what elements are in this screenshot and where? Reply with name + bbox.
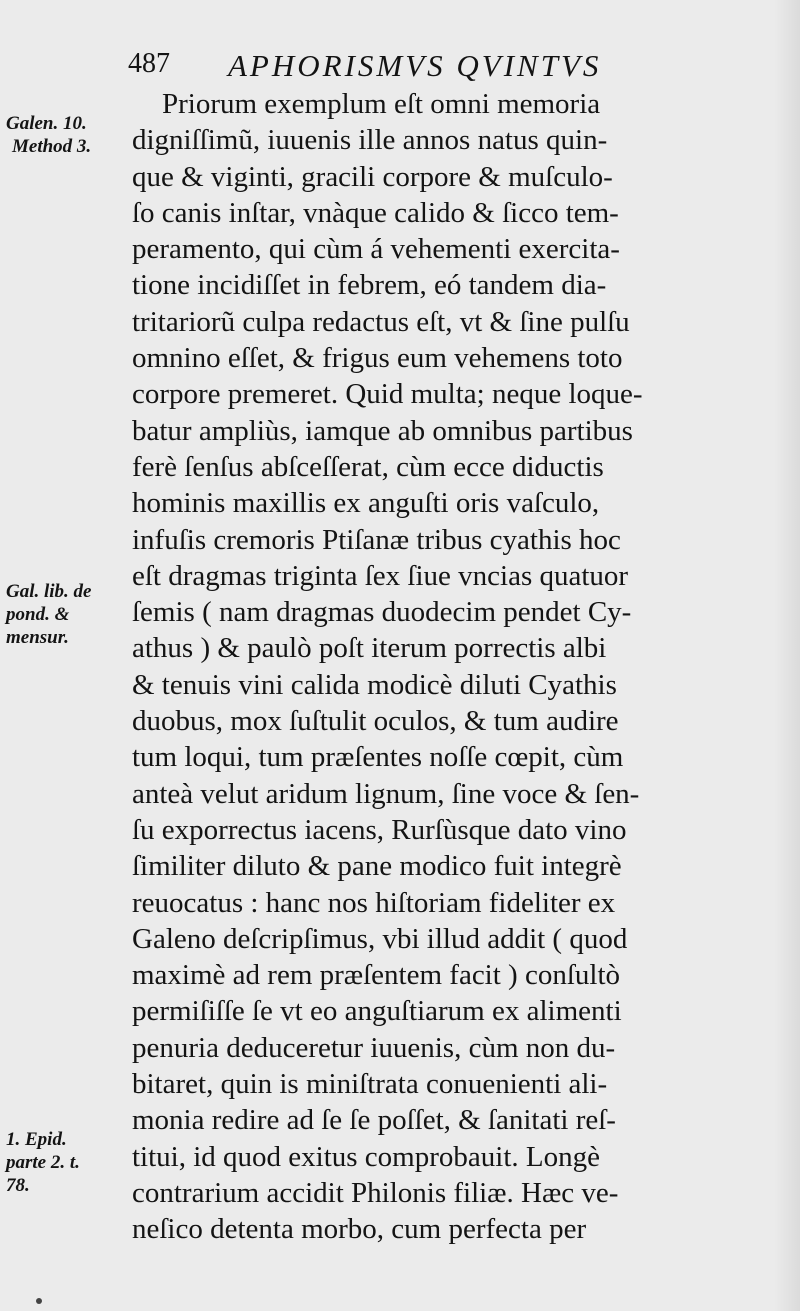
text-line: ſemis ( nam dragmas duodecim pendet Cy- [132, 596, 632, 629]
text-line: que & viginti, gracili corpore & muſculo- [132, 160, 613, 193]
text-line: peramento, qui cùm á vehementi exercita- [132, 233, 620, 266]
text-line: eſt dragmas triginta ſex ſiue vncias quatuor [132, 559, 629, 592]
text-line: neſico detenta morbo, cum perfecta per [132, 1213, 587, 1246]
text-line: duobus, mox ſuſtulit oculos, & tum audire [132, 705, 619, 738]
text-line: penuria deduceretur iuuenis, cùm non du- [132, 1031, 616, 1064]
page-edge-shadow [774, 0, 800, 1311]
text-line: hominis maxillis ex anguſti oris vaſculo, [132, 487, 600, 520]
page-number: 487 [128, 48, 170, 79]
text-line: Galeno deſcripſimus, vbi illud addit ( quod [132, 922, 628, 955]
ink-speck [36, 1298, 42, 1304]
text-line: titui, id quod exitus comprobauit. Longè [132, 1140, 600, 1173]
text-line: contrarium accidit Philonis filiæ. Hæc ve- [132, 1176, 619, 1209]
text-line: omnino eſſet, & frigus eum vehemens toto [132, 342, 623, 375]
margin-note-epid: 1. Epid. parte 2. t. 78. [6, 1129, 80, 1196]
text-line: ſimiliter diluto & pane modico fuit integrè [132, 850, 622, 883]
text-line: athus ) & paulò poſt iterum porrectis albi [132, 632, 607, 665]
text-line: maximè ad rem præſentem facit ) conſultò [132, 959, 621, 992]
text-line: ſo canis inſtar, vnàque calido & ſicco tem- [132, 196, 619, 229]
text-line: anteà velut aridum lignum, ſine voce & ſen- [132, 777, 640, 810]
running-title: APHORISMVS QVINTVS [228, 48, 602, 83]
margin-note-galen: Galen. 10. Method 3. [6, 113, 92, 157]
text-line: permiſiſſe ſe vt eo anguſtiarum ex alimenti [132, 995, 622, 1028]
text-line: reuocatus : hanc nos hiſtoriam fideliter ex [132, 886, 616, 919]
text-line: & tenuis vini calida modicè diluti Cyathis [132, 668, 617, 701]
text-line: ſu exporrectus iacens, Rurſùsque dato vino [132, 813, 627, 846]
text-line: monia redire ad ſe ſe poſſet, & ſanitati reſ- [132, 1104, 616, 1137]
text-line: digniſſimũ, iuuenis ille annos natus quin- [132, 124, 608, 157]
text-line: Priorum exemplum eſt omni memoria [162, 88, 601, 120]
text-line: tum loqui, tum præſentes noſſe cœpit, cùm [132, 741, 624, 774]
margin-note-gal-lib: Gal. lib. de pond. & mensur. [6, 581, 92, 648]
text-line: tione incidiſſet in febrem, eó tandem dia- [132, 269, 607, 302]
text-line: bitaret, quin is miniſtrata conuenienti ali- [132, 1068, 608, 1101]
text-line: tritariorũ culpa redactus eſt, vt & ſine pulſu [132, 305, 630, 338]
body-text [132, 86, 732, 1248]
text-line: ferè ſenſus abſceſſerat, cùm ecce diductis [132, 450, 604, 483]
text-line: infuſis cremoris Ptiſanæ tribus cyathis hoc [132, 523, 621, 556]
text-line: corpore premeret. Quid multa; neque loque- [132, 378, 643, 411]
text-line: batur ampliùs, iamque ab omnibus partibus [132, 414, 633, 447]
